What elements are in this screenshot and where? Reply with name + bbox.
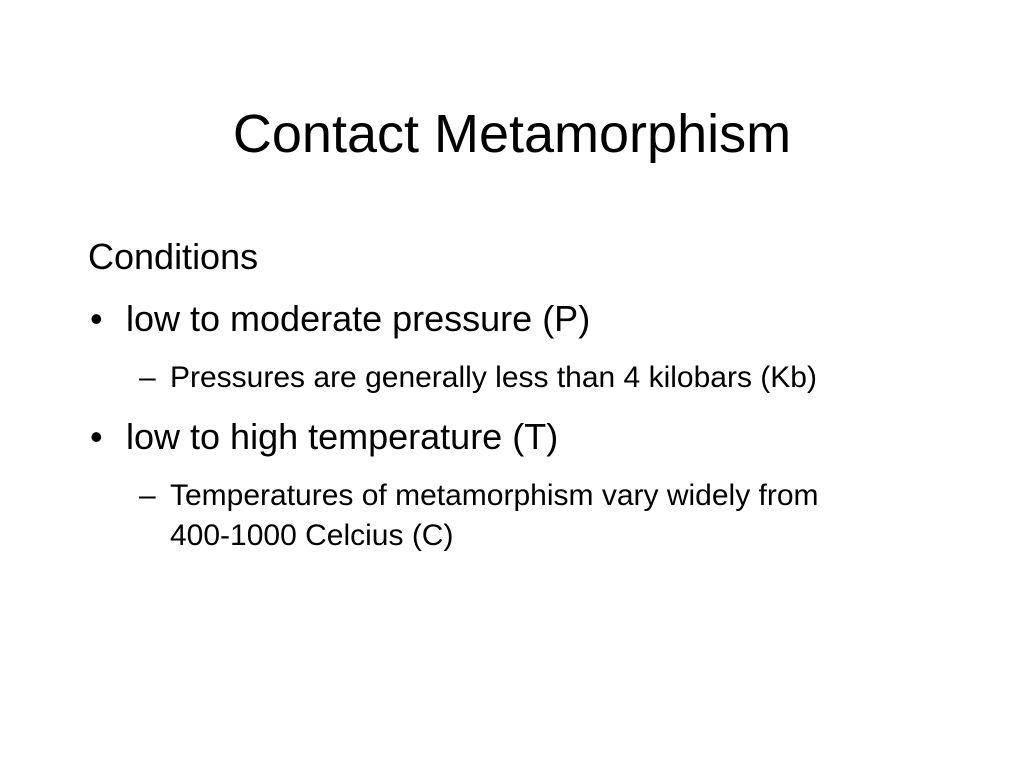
bullet-text: low to moderate pressure (P) (126, 298, 591, 339)
bullet-marker: • (90, 416, 103, 457)
sub-bullet-text: Temperatures of metamorphism vary widely from 400-1000 Celcius (C) (170, 479, 819, 552)
conditions-heading: Conditions (88, 236, 259, 277)
slide-body (88, 230, 948, 568)
dash-marker: – (139, 479, 156, 512)
dash-marker: – (139, 361, 156, 394)
bullet-pressure (88, 292, 948, 346)
sub-bullet-text: Pressures are generally less than 4 kilobars (Kb) (170, 361, 817, 394)
sub-bullet-temperature (139, 476, 850, 556)
bullet-text: low to high temperature (T) (126, 416, 559, 457)
bullet-marker: • (90, 298, 103, 339)
sub-bullet-pressure (139, 358, 850, 398)
bullet-temperature (88, 410, 948, 464)
slide-title: Contact Metamorphism (232, 104, 792, 164)
